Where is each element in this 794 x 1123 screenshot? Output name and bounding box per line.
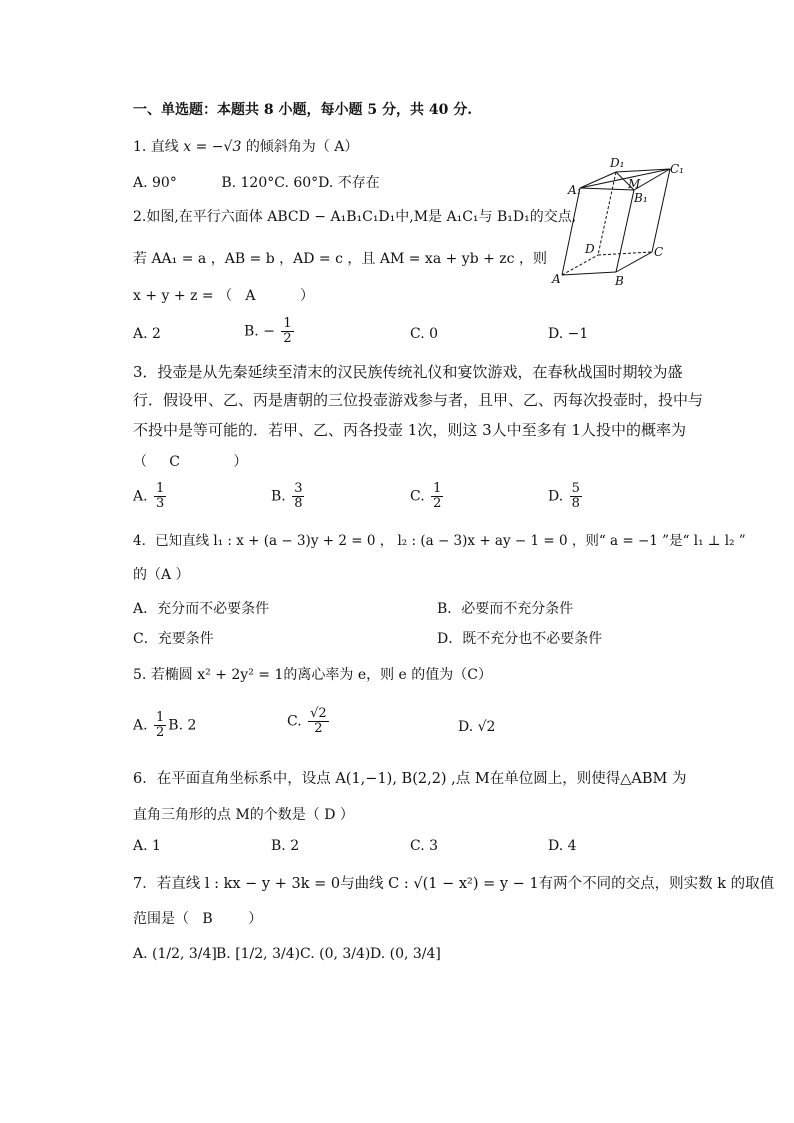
q5-a-label: A. (133, 717, 148, 734)
q1-math: x = −√3 (183, 139, 242, 155)
edge-a1-a (562, 188, 580, 275)
q2-option-a: A. 2 (133, 326, 161, 342)
label-m: M (628, 177, 641, 191)
label-a1: A₁ (568, 183, 582, 197)
q3-b-label: B. (271, 488, 286, 505)
q4-option-a: A．充分而不必要条件 (133, 601, 270, 617)
edge-b1-b (616, 190, 634, 272)
question-4-line2: 的（A ） (133, 567, 190, 583)
edge-d1-d-hidden (598, 172, 616, 255)
q2-option-b (244, 317, 296, 346)
q2-option-c: C. 0 (410, 326, 439, 342)
label-c: C (654, 245, 664, 259)
q1-suffix: 的倾斜角为（ A） (245, 139, 359, 155)
label-a: A (552, 272, 561, 286)
q3-d-num: 5 (571, 481, 580, 496)
question-7-line1: 7．若直线 l : kx − y + 3k = 0与曲线 C : √(1 − x²) = y − 1有两个不同的交点，则实数 k 的取值 (133, 876, 775, 892)
q7-option-b: B. [1/2, 3/4) (216, 946, 301, 962)
q2-option-b-prefix: B. − (244, 323, 275, 340)
q3-d-label: D. (548, 488, 564, 505)
q3-b-fraction (292, 482, 304, 511)
q3-option-b (271, 482, 306, 511)
q7-option-c: C. (0, 3/4) (300, 946, 371, 962)
q3-d-fraction (570, 482, 582, 511)
q3-a-label: A. (133, 488, 148, 505)
q4-option-b: B．必要而不充分条件 (437, 601, 574, 617)
question-3-line2: 行．假设甲、乙、丙是唐朝的三位投壶游戏参与者，且甲、乙、丙每次投壶时，投中与 (133, 391, 704, 409)
q3-d-den: 8 (571, 496, 580, 511)
label-d: D (585, 242, 595, 256)
edge-d-c-hidden (598, 252, 652, 255)
edge-b1-a1 (580, 188, 634, 190)
edge-c1-c (652, 169, 670, 252)
parallelepiped-figure (548, 152, 688, 292)
q5-option-d (458, 719, 495, 735)
q5-c-fraction (308, 707, 329, 736)
q3-option-c (410, 482, 445, 511)
question-2-line1: 2.如图,在平行六面体 ABCD − A₁B₁C₁D₁中,M是 A₁C₁与 B₁D₁的交点, (133, 209, 577, 225)
label-d1: D₁ (610, 156, 625, 170)
q3-c-label: C. (410, 488, 425, 505)
q2-b-den: 2 (283, 331, 292, 346)
question-6-line1: 6．在平面直角坐标系中，设点 A(1,−1), B(2,2) ,点 M在单位圆上，则使得△ABM 为 (133, 771, 687, 787)
question-1-stem (133, 138, 358, 156)
section-title: 一、单选题：本题共 8 小题，每小题 5 分，共 40 分. (133, 102, 473, 118)
q5-option-a (133, 711, 196, 740)
question-3-line1: 3．投壶是从先秦延续至清末的汉民族传统礼仪和宴饮游戏，在春秋战国时期较为盛 (133, 363, 683, 381)
label-b1: B₁ (634, 191, 648, 205)
q6-option-d: D. 4 (548, 838, 577, 854)
edge-a-d-hidden (562, 255, 598, 275)
q5-a-fraction (154, 711, 166, 740)
q3-a-num: 1 (156, 481, 165, 496)
question-1-options: A. 90° B. 120°C. 60°D. 不存在 (133, 175, 380, 191)
q5-c-label: C. (287, 713, 302, 730)
question-2-line3: x + y + z = （ A ） (133, 288, 315, 304)
question-5-stem: 5. 若椭圆 x² + 2y² = 1的离心率为 e，则 e 的值为（C） (133, 667, 492, 683)
q4-option-d: D．既不充分也不必要条件 (437, 631, 603, 647)
q5-c-num: √2 (310, 706, 327, 721)
edge-b-c (616, 252, 652, 272)
q7-option-a: A. (1/2, 3/4] (133, 946, 217, 962)
q3-b-den: 8 (294, 496, 303, 511)
q5-option-c (287, 707, 331, 736)
q3-a-fraction (154, 482, 166, 511)
q5-option-b: B. 2 (168, 717, 197, 734)
q6-option-c: C. 3 (410, 838, 439, 854)
q5-a-den: 2 (156, 725, 165, 740)
q3-c-den: 2 (433, 496, 442, 511)
question-4-line1: 4．已知直线 l₁ : x + (a − 3)y + 2 = 0 ， l₂ : (a − 3)x + ay − 1 = 0 ，则“ a = −1 ”是“ l₁ ⊥ l₂ ” (133, 533, 746, 549)
q3-c-num: 1 (433, 481, 442, 496)
q5-d-value: √2 (477, 719, 496, 735)
edge-a-b (562, 272, 616, 275)
q4-option-c: C．充要条件 (133, 631, 214, 647)
q6-option-a: A. 1 (133, 838, 161, 854)
q2-b-num: 1 (283, 316, 292, 331)
question-2-line2: 若 AA₁ = a ，AB = b ，AD = c ，且 AM = xa + yb + zc ，则 (133, 251, 547, 267)
q5-c-den: 2 (314, 721, 323, 736)
q2-option-d: D. −1 (548, 326, 589, 342)
question-6-line2: 直角三角形的点 M的个数是（ D ） (133, 807, 354, 823)
q7-option-d: D. (0, 3/4] (370, 946, 441, 962)
q3-c-fraction (431, 482, 443, 511)
q5-d-label: D. (458, 719, 474, 735)
label-c1: C₁ (670, 162, 684, 176)
question-7-line2: 范围是（ B ） (133, 911, 263, 927)
q1-prefix: 1. 直线 (133, 139, 179, 155)
q3-option-a (133, 482, 168, 511)
q6-option-b: B. 2 (271, 838, 300, 854)
edge-a1-d1 (580, 172, 616, 188)
q3-a-den: 3 (156, 496, 165, 511)
q3-option-d (548, 482, 584, 511)
q2-option-b-fraction (281, 317, 293, 346)
q5-a-num: 1 (156, 710, 165, 725)
label-b: B (615, 274, 624, 288)
question-3-line3: 不投中是等可能的．若甲、乙、丙各投壶 1次，则这 3人中至多有 1人投中的概率为 (133, 421, 686, 439)
question-3-line4: （ C ） (133, 454, 248, 470)
q3-b-num: 3 (294, 481, 303, 496)
